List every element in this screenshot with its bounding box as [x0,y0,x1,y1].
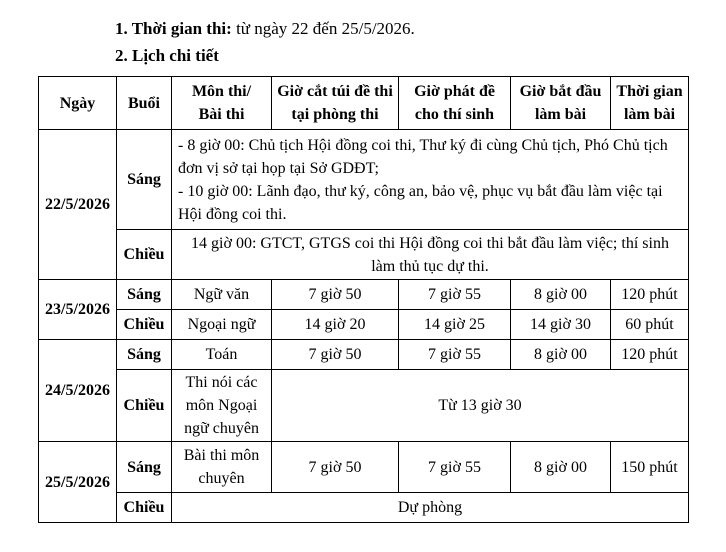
cell-session-morning: Sáng [117,280,172,310]
cell-session-morning: Sáng [117,442,172,493]
cell-cut-time: 14 giờ 20 [272,310,399,340]
heading-exam-time [115,15,726,42]
cell-date-25-5: 25/5/2026 [39,442,117,523]
cell-duration: 150 phút [611,442,689,493]
cell-subject: Toán [172,340,272,370]
header-session: Buổi [117,77,172,130]
cell-start-time: 8 giờ 00 [511,442,611,493]
document-headings [115,15,726,69]
cell-hand-time: 7 giờ 55 [399,280,511,310]
cell-subject: Thi nói các môn Ngoại ngữ chuyên [172,370,272,442]
header-subject: Môn thi/ Bài thi [172,77,272,130]
cell-session-afternoon: Chiều [117,310,172,340]
cell-cut-time: 7 giờ 50 [272,280,399,310]
header-hand-time: Giờ phát đề cho thí sinh [399,77,511,130]
table-header-row [39,77,689,130]
cell-subject: Ngữ văn [172,280,272,310]
table-row [39,442,689,493]
cell-duration: 120 phút [611,280,689,310]
cell-session-afternoon: Chiều [117,370,172,442]
cell-date-24-5: 24/5/2026 [39,340,117,442]
cell-cut-time: 7 giờ 50 [272,442,399,493]
table-row [39,130,689,230]
cell-activity-afternoon-22-5: 14 giờ 00: GTCT, GTGS coi thi Hội đồng coi thi bắt đầu làm việc; thí sinh làm thủ tục dự thi. [172,230,689,280]
cell-date-22-5: 22/5/2026 [39,130,117,280]
cell-session-morning: Sáng [117,340,172,370]
table-row [39,230,689,280]
cell-start-time: 8 giờ 00 [511,340,611,370]
cell-session-afternoon: Chiều [117,493,172,523]
heading-exam-time-label: 1. Thời gian thi: [115,19,232,38]
cell-session-morning: Sáng [117,130,172,230]
header-date: Ngày [39,77,117,130]
cell-start-time: 8 giờ 00 [511,280,611,310]
cell-duration: 120 phút [611,340,689,370]
cell-session-afternoon: Chiều [117,230,172,280]
cell-note-reserve: Dự phòng [172,493,689,523]
cell-duration: 60 phút [611,310,689,340]
cell-date-23-5: 23/5/2026 [39,280,117,340]
table-row [39,493,689,523]
cell-subject: Bài thi môn chuyên [172,442,272,493]
activity-line-2: - 10 giờ 00: Lãnh đạo, thư ký, công an, bảo vệ, phục vụ bắt đầu làm việc tại Hội đồng coi thi. [178,182,663,223]
table-row [39,280,689,310]
header-duration: Thời gian làm bài [611,77,689,130]
heading-detailed-schedule: 2. Lịch chi tiết [115,46,219,65]
cell-hand-time: 7 giờ 55 [399,442,511,493]
activity-line-1: - 8 giờ 00: Chủ tịch Hội đồng coi thi, Thư ký đi cùng Chủ tịch, Phó Chủ tịch đơn vị sở tại họp tại Sở GDĐT; [178,136,668,177]
cell-start-time: 14 giờ 30 [511,310,611,340]
cell-activity-morning-22-5 [172,130,689,230]
cell-hand-time: 14 giờ 25 [399,310,511,340]
header-start-time: Giờ bắt đầu làm bài [511,77,611,130]
table-row [39,340,689,370]
cell-hand-time: 7 giờ 55 [399,340,511,370]
header-cut-time: Giờ cắt túi đề thi tại phòng thi [272,77,399,130]
table-row [39,370,689,442]
table-row [39,310,689,340]
cell-subject: Ngoại ngữ [172,310,272,340]
cell-cut-time: 7 giờ 50 [272,340,399,370]
cell-note-from-time: Từ 13 giờ 30 [272,370,689,442]
exam-schedule-table [38,76,689,523]
heading-exam-time-value: từ ngày 22 đến 25/5/2026. [231,19,415,38]
